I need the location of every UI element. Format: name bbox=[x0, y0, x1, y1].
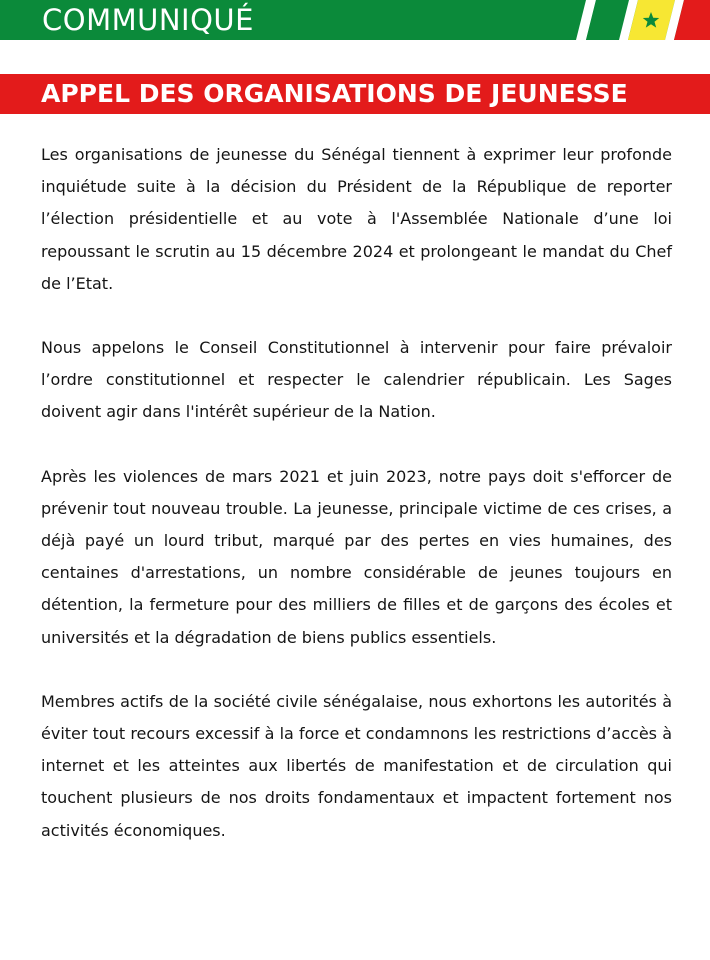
senegal-flag-stripes bbox=[0, 0, 710, 40]
paragraph-constitutional-council: Nous appelons le Conseil Constitutionnel à intervenir pour faire prévaloir l’ordre constitutionnel et respecter le calendrier républicain. Les Sages doivent agir dans l'intérêt supérieur de la Nation. bbox=[41, 338, 672, 422]
communique-body bbox=[41, 139, 672, 879]
paragraph-civil-society: Membres actifs de la société civile sénégalaise, nous exhortons les autorités à éviter tout recours excessif à la force et condamnons les restrictions d’accès à internet et les atteintes aux libertés de manifestation et de circulation qui touchent plusieurs de nos droits fondamentaux et impactent fortement nos activités économiques. bbox=[41, 691, 672, 840]
communique-label: COMMUNIQUÉ bbox=[42, 3, 254, 37]
communique-banner bbox=[0, 0, 710, 40]
headline-bar bbox=[0, 74, 710, 114]
paragraph-violence: Après les violences de mars 2021 et juin 2023, notre pays doit s'efforcer de prévenir tout nouveau trouble. La jeunesse, principale victime de ces crises, a déjà payé un lourd tribut, marqué par des pertes en vies humaines, des centaines d'arrestations, un nombre considérable de jeunes toujours en détention, la fermeture pour des milliers de filles et de garçons des écoles et universités et la dégradation de biens publics essentiels. bbox=[41, 466, 672, 647]
paragraph-concern: Les organisations de jeunesse du Sénégal tiennent à exprimer leur profonde inquiétude suite à la décision du Président de la République de reporter l’élection présidentielle et au vote à l'Assemblée Nationale d’une loi repoussant le scrutin au 15 décembre 2024 et prolongeant le mandat du Chef de l’Etat. bbox=[41, 145, 672, 293]
headline-title: APPEL DES ORGANISATIONS DE JEUNESSE bbox=[41, 79, 628, 108]
